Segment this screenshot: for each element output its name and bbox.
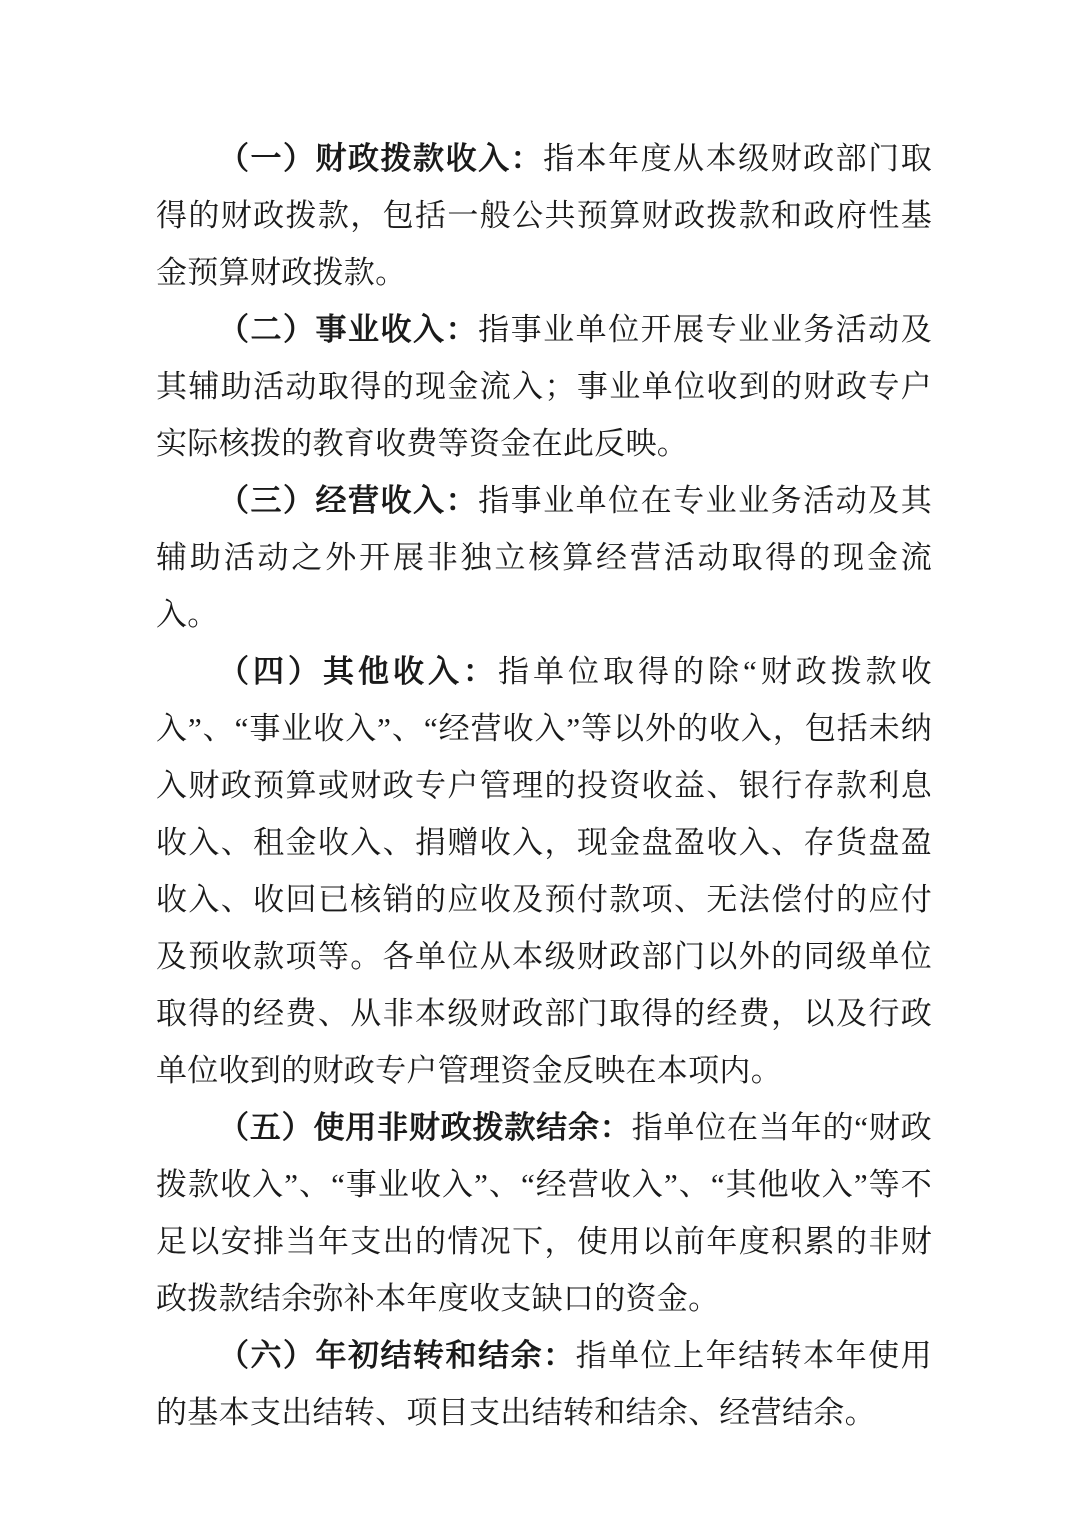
paragraph-body: 指单位上年结转本年使用的基本支出结转、项目支出结转和结余、经营结余。 [156, 1338, 932, 1430]
definition-paragraph [156, 472, 932, 643]
definition-paragraph [156, 643, 932, 1099]
paragraph-body: 指事业单位在专业业务活动及其辅助活动之外开展非独立核算经营活动取得的现金流入。 [156, 483, 932, 632]
paragraph-label: （三）经营收入： [218, 483, 479, 518]
paragraph-label: （一）财政拨款收入： [218, 141, 544, 176]
paragraph-label: （二）事业收入： [218, 312, 479, 347]
definition-paragraph [156, 1099, 932, 1327]
paragraph-body: 指事业单位开展专业业务活动及其辅助活动取得的现金流入；事业单位收到的财政专户实际核拨的教育收费等资金在此反映。 [156, 312, 932, 461]
paragraph-label: （五）使用非财政拨款结余： [218, 1110, 632, 1145]
paragraph-body: 指单位取得的除“财政拨款收入”、“事业收入”、“经营收入”等以外的收入，包括未纳入财政预算或财政专户管理的投资收益、银行存款利息收入、租金收入、捐赠收入，现金盘盈收入、存货盘盈收入、收回已核销的应收及预付款项、无法偿付的应付及预收款项等。各单位从本级财政部门以外的同级单位取得的经费、从非本级财政部门取得的经费，以及行政单位收到的财政专户管理资金反映在本项内。 [156, 654, 932, 1088]
definition-paragraph [156, 130, 932, 301]
paragraph-body: 指本年度从本级财政部门取得的财政拨款，包括一般公共预算财政拨款和政府性基金预算财政拨款。 [156, 141, 932, 290]
paragraph-label: （六）年初结转和结余： [218, 1338, 576, 1373]
paragraph-body: 指单位在当年的“财政拨款收入”、“事业收入”、“经营收入”、“其他收入”等不足以安排当年支出的情况下，使用以前年度积累的非财政拨款结余弥补本年度收支缺口的资金。 [156, 1110, 932, 1316]
definition-paragraph [156, 301, 932, 472]
document-page [156, 130, 932, 1441]
paragraph-label: （四）其他收入： [218, 654, 498, 689]
definition-paragraph [156, 1327, 932, 1441]
